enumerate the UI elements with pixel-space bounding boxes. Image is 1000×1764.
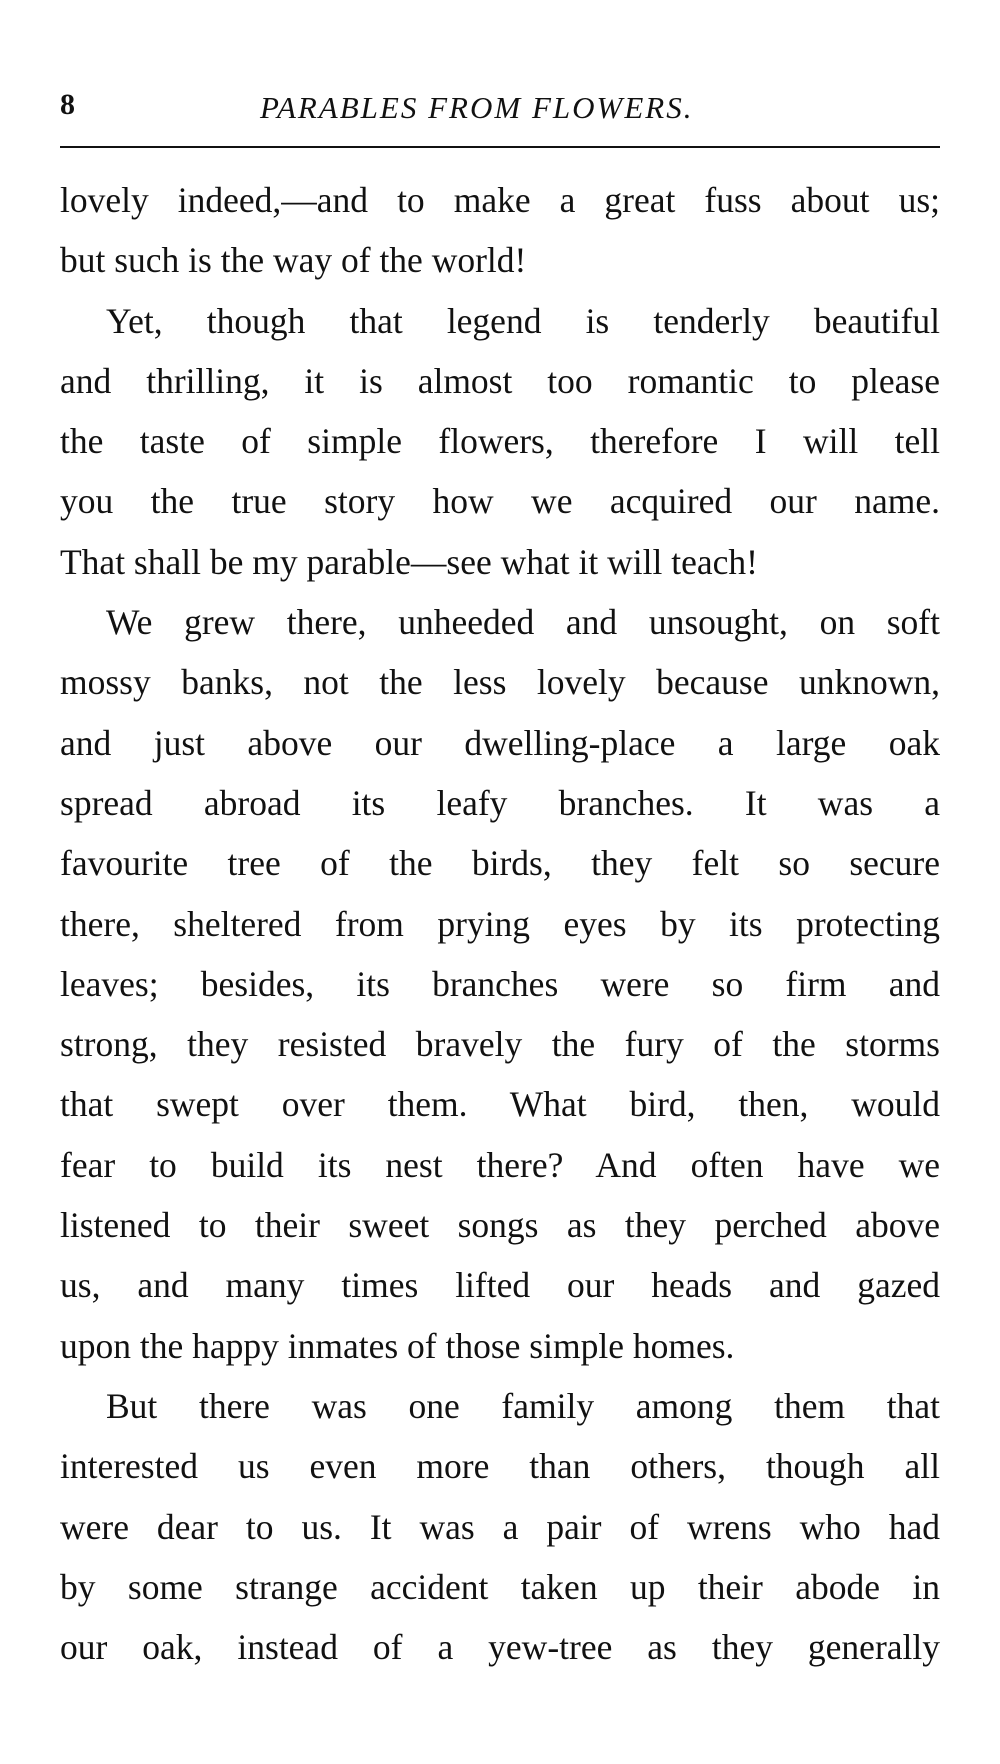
text-line: the taste of simple flowers, therefore I will tell [60,421,940,462]
text-line: and just above our dwelling-place a large oak [60,722,940,763]
paragraph-start-line: But there was one family among them that [106,1385,940,1426]
text-line: but such is the way of the world! [60,240,527,281]
text-line: were dear to us. It was a pair of wrens who had [60,1506,940,1547]
paragraph-start-line: Yet, though that legend is tenderly beautiful [106,300,940,341]
text-line: interested us even more than others, though all [60,1446,940,1487]
text-line: our oak, instead of a yew-tree as they generally [60,1627,940,1668]
running-head [60,88,940,132]
text-line: fear to build its nest there? And often have we [60,1144,940,1185]
header-rule [60,146,940,148]
text-line: spread abroad its leafy branches. It was a [60,782,940,823]
text-line: and thrilling, it is almost too romantic to please [60,360,940,401]
text-line: that swept over them. What bird, then, would [60,1084,940,1125]
running-title: PARABLES FROM FLOWERS. [260,90,694,125]
text-line: mossy banks, not the less lovely because unknown, [60,662,940,703]
text-line: listened to their sweet songs as they perched above [60,1205,940,1246]
text-line: us, and many times lifted our heads and gazed [60,1265,940,1306]
body-text [60,170,940,1677]
text-line: you the true story how we acquired our name. [60,481,940,522]
paragraph-start-line: We grew there, unheeded and unsought, on soft [106,602,940,643]
text-line: strong, they resisted bravely the fury of the storms [60,1024,940,1065]
text-line: favourite tree of the birds, they felt so secure [60,843,940,884]
text-line: upon the happy inmates of those simple homes. [60,1325,735,1366]
text-line: by some strange accident taken up their abode in [60,1566,940,1607]
text-line: there, sheltered from prying eyes by its protecting [60,903,940,944]
text-line: That shall be my parable—see what it will teach! [60,541,758,582]
text-line: leaves; besides, its branches were so firm and [60,963,940,1004]
text-line: lovely indeed,—and to make a great fuss about us; [60,180,940,220]
page-number: 8 [60,88,75,121]
